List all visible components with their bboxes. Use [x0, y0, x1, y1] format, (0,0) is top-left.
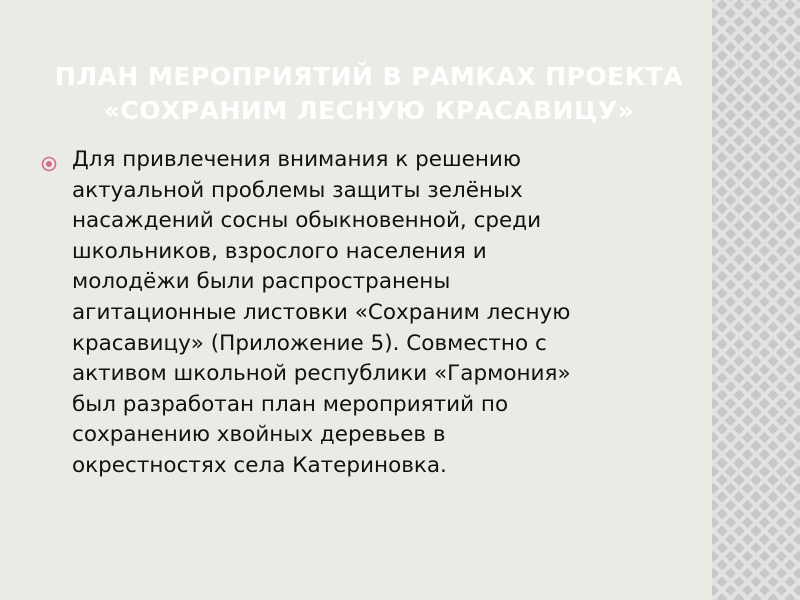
slide-title: [24, 60, 714, 128]
slide-title-line-2: «СОХРАНИМ ЛЕСНУЮ КРАСАВИЦУ»: [103, 96, 635, 125]
bullet-item: [40, 145, 660, 482]
slide-content: [40, 145, 660, 482]
circle-bullet-icon: [40, 155, 58, 173]
bullet-text: Для привлечения внимания к решению актуальной проблемы защиты зелёных насаждений сосны обыкновенной, среди школьников, взрослого населения и молодёжи были распространены агитационные листовки «Сохраним лесную красавицу» (Приложение 5). Совместно с активом школьной республики «Гармония» был разработан план мероприятий по сохранению хвойных деревьев в окрестностях села Катериновка.: [72, 147, 571, 478]
decorative-side-pattern: [712, 0, 800, 600]
slide-title-line-1: ПЛАН МЕРОПРИЯТИЙ В РАМКАХ ПРОЕКТА: [54, 62, 684, 91]
